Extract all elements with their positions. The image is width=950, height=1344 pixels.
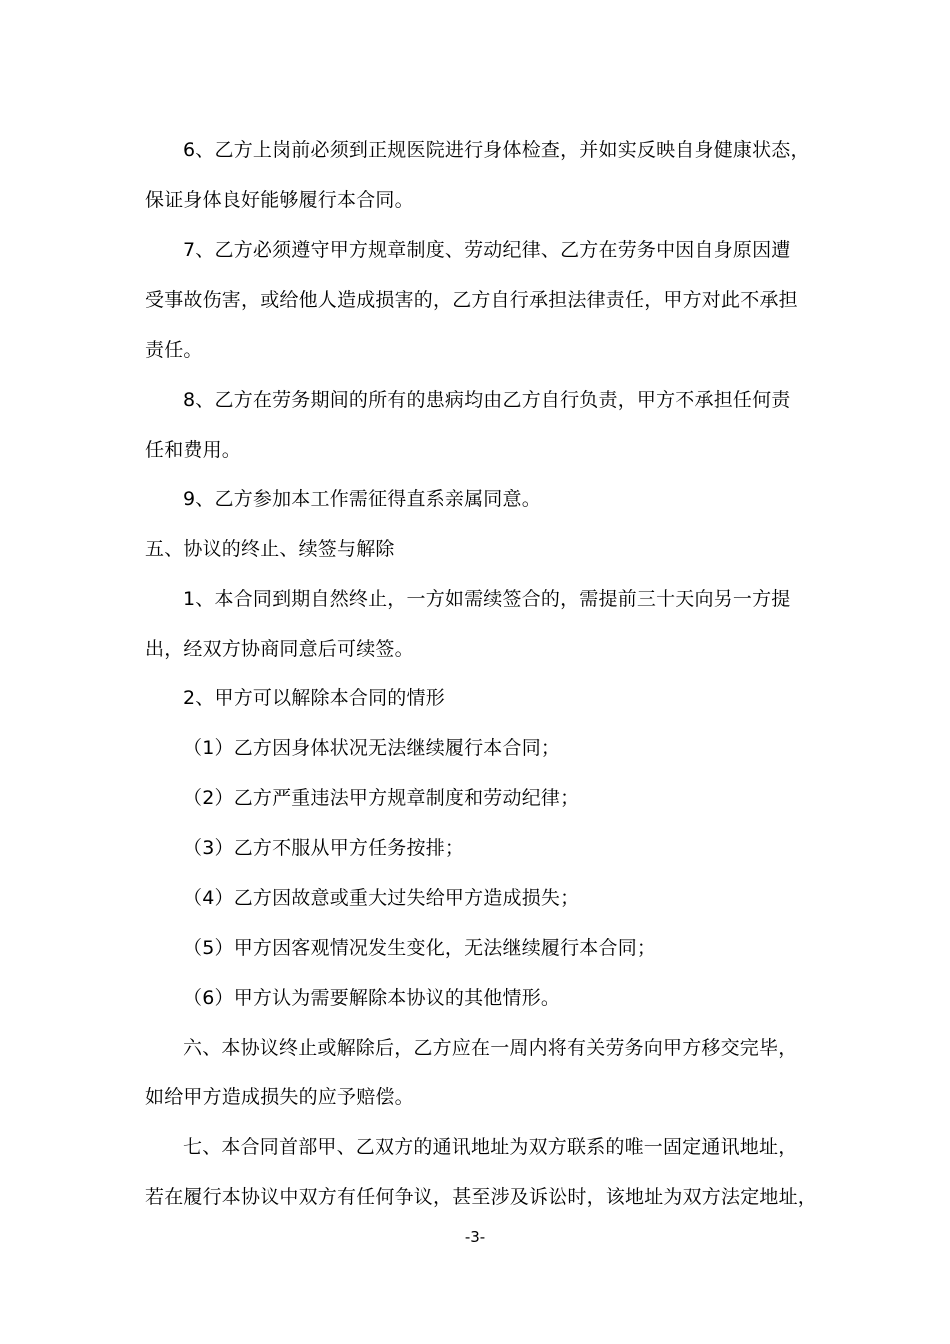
text-line: 六、本协议终止或解除后，乙方应在一周内将有关劳务向甲方移交完毕，: [183, 1037, 798, 1059]
text-line: 1、本合同到期自然终止，一方如需续签合的，需提前三十天向另一方提: [183, 588, 791, 610]
text-line: 出，经双方协商同意后可续签。: [145, 638, 414, 660]
text-line: 保证身体良好能够履行本合同。: [145, 189, 414, 211]
list-item: （6）甲方认为需要解除本协议的其他情形。: [183, 987, 561, 1009]
text-line: 如给甲方造成损失的应予赔偿。: [145, 1086, 414, 1108]
text-line: 责任。: [145, 339, 203, 361]
text-line: 七、本合同首部甲、乙双方的通讯地址为双方联系的唯一固定通讯地址，: [183, 1136, 798, 1158]
page-number: -3-: [464, 1228, 486, 1246]
text-line: 若在履行本协议中双方有任何争议，甚至涉及诉讼时，该地址为双方法定地址，: [145, 1186, 818, 1208]
list-item: （5）甲方因客观情况发生变化，无法继续履行本合同；: [183, 937, 657, 959]
list-item: （3）乙方不服从甲方任务按排；: [183, 837, 465, 859]
text-line: 2、甲方可以解除本合同的情形: [183, 687, 445, 709]
text-line: 7、乙方必须遵守甲方规章制度、劳动纪律、乙方在劳务中因自身原因遭: [183, 239, 791, 261]
list-item: （1）乙方因身体状况无法继续履行本合同；: [183, 737, 561, 759]
text-line: 6、乙方上岗前必须到正规医院进行身体检查，并如实反映自身健康状态，: [183, 139, 810, 161]
text-line: 受事故伤害，或给他人造成损害的，乙方自行承担法律责任，甲方对此不承担: [145, 289, 798, 311]
list-item: （2）乙方严重违法甲方规章制度和劳动纪律；: [183, 787, 580, 809]
text-line: 9、乙方参加本工作需征得直系亲属同意。: [183, 488, 541, 510]
section-heading: 五、协议的终止、续签与解除: [145, 538, 395, 560]
text-line: 任和费用。: [145, 439, 242, 461]
list-item: （4）乙方因故意或重大过失给甲方造成损失；: [183, 887, 580, 909]
text-line: 8、乙方在劳务期间的所有的患病均由乙方自行负责，甲方不承担任何责: [183, 389, 791, 411]
